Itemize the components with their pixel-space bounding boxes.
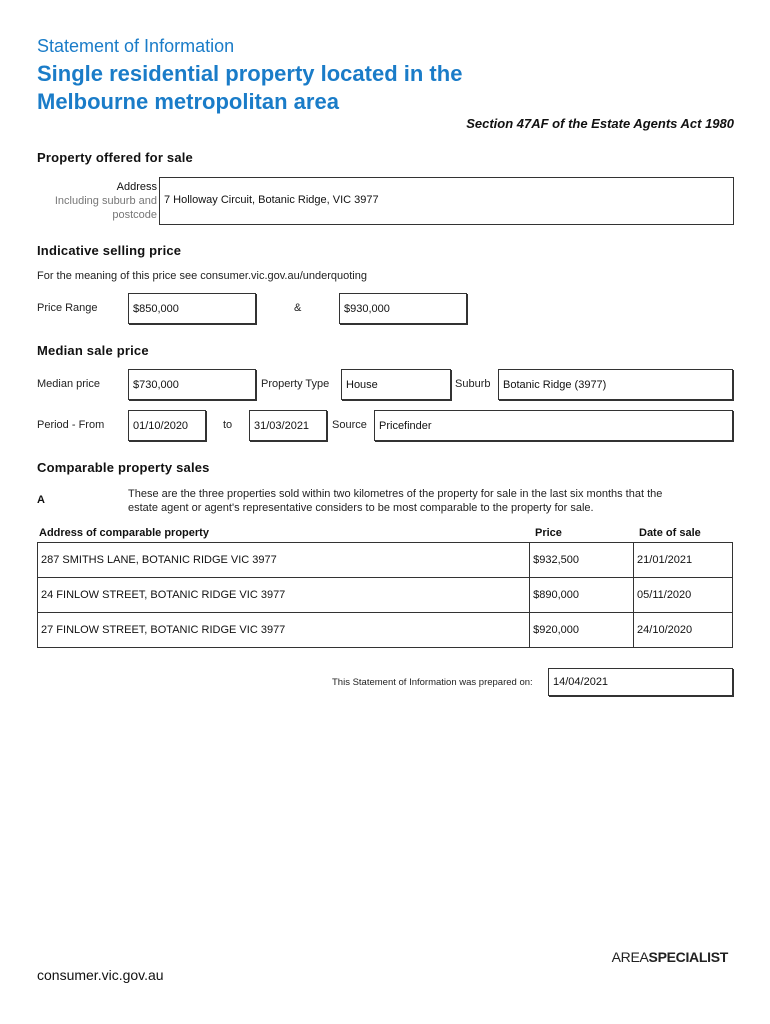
prepared-date-field[interactable]: 14/04/2021 — [548, 668, 733, 696]
comparable-price-cell[interactable]: $932,500 — [530, 543, 634, 578]
option-a-label: A — [37, 494, 45, 506]
comparable-address-cell[interactable]: 287 SMITHS LANE, BOTANIC RIDGE VIC 3977 — [38, 543, 530, 578]
table-row — [38, 578, 733, 613]
address-label-postcode: postcode — [112, 209, 157, 221]
property-type-field[interactable]: House — [341, 369, 451, 400]
comparable-sales-table — [37, 542, 733, 648]
comparable-description — [128, 487, 662, 515]
document-subtitle: Statement of Information — [37, 36, 235, 56]
price-low-field[interactable]: $850,000 — [128, 293, 256, 324]
suburb-label: Suburb — [455, 378, 491, 390]
price-high-field[interactable]: $930,000 — [339, 293, 467, 324]
comparable-price-cell[interactable]: $890,000 — [530, 578, 634, 613]
comparable-address-cell[interactable]: 24 FINLOW STREET, BOTANIC RIDGE VIC 3977 — [38, 578, 530, 613]
source-label: Source — [332, 419, 367, 431]
title-line-1: Single residential property located in the — [37, 61, 463, 86]
area-specialist-logo — [612, 949, 728, 965]
logo-part-specialist: SPECIALIST — [648, 949, 728, 965]
column-header-date: Date of sale — [639, 527, 701, 539]
prepared-on-label: This Statement of Information was prepared on: — [332, 677, 533, 688]
property-type-label: Property Type — [261, 378, 330, 390]
median-price-field[interactable]: $730,000 — [128, 369, 256, 400]
address-field[interactable]: 7 Holloway Circuit, Botanic Ridge, VIC 3977 — [159, 177, 734, 225]
address-label-suburb: Including suburb and — [54, 195, 157, 207]
source-field[interactable]: Pricefinder — [374, 410, 733, 441]
price-meaning-note: For the meaning of this price see consumer.vic.gov.au/underquoting — [37, 270, 367, 282]
indicative-heading: Indicative selling price — [37, 243, 182, 258]
comparable-date-cell[interactable]: 24/10/2020 — [634, 613, 733, 648]
document-title — [37, 60, 462, 116]
address-labels — [37, 180, 157, 222]
comparable-date-cell[interactable]: 05/11/2020 — [634, 578, 733, 613]
median-heading: Median sale price — [37, 343, 149, 358]
logo-part-area: AREA — [611, 949, 649, 965]
suburb-field[interactable]: Botanic Ridge (3977) — [498, 369, 733, 400]
comparable-date-cell[interactable]: 21/01/2021 — [634, 543, 733, 578]
act-reference: Section 47AF of the Estate Agents Act 1980 — [466, 116, 734, 131]
period-to-field[interactable]: 31/03/2021 — [249, 410, 327, 441]
column-header-address: Address of comparable property — [39, 527, 209, 539]
table-row — [38, 613, 733, 648]
column-header-price: Price — [535, 527, 562, 539]
comparable-description-line1: These are the three properties sold within two kilometres of the property for sale in the last six months that the — [128, 488, 663, 500]
table-row — [38, 543, 733, 578]
period-from-field[interactable]: 01/10/2020 — [128, 410, 206, 441]
title-line-2: Melbourne metropolitan area — [37, 89, 339, 114]
median-price-label: Median price — [37, 378, 100, 390]
comparable-price-cell[interactable]: $920,000 — [530, 613, 634, 648]
comparable-heading: Comparable property sales — [37, 460, 210, 475]
footer-url[interactable]: consumer.vic.gov.au — [37, 967, 164, 983]
property-heading: Property offered for sale — [37, 150, 193, 165]
address-label: Address — [116, 181, 157, 193]
comparable-description-line2: estate agent or agent's representative considers to be most comparable to the property for sale. — [128, 502, 594, 514]
period-to-label: to — [223, 419, 233, 431]
comparable-address-cell[interactable]: 27 FINLOW STREET, BOTANIC RIDGE VIC 3977 — [38, 613, 530, 648]
period-from-label: Period - From — [37, 419, 105, 431]
price-range-label: Price Range — [37, 302, 98, 314]
price-range-ampersand: & — [294, 302, 302, 314]
